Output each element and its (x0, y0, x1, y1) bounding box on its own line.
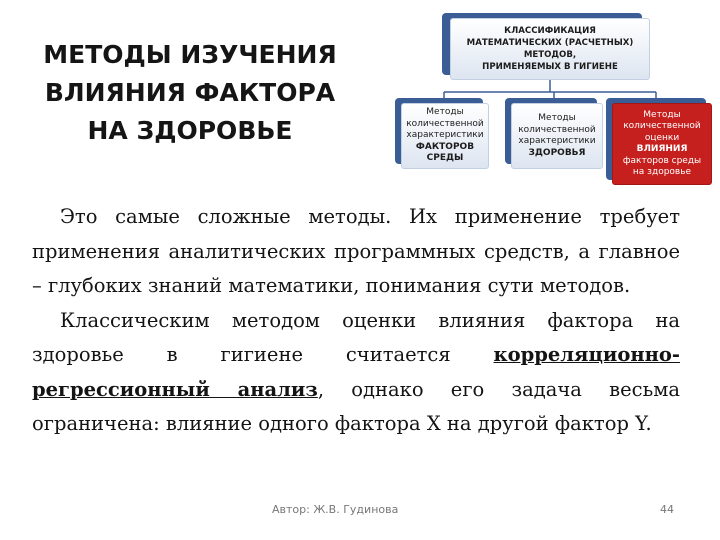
method-box-line: Методы (643, 109, 681, 120)
body-text (32, 200, 680, 442)
method-box-line: ЗДОРОВЬЯ (528, 147, 586, 158)
method-box-line: характеристики (518, 136, 596, 146)
page-number: 44 (660, 503, 674, 516)
paragraph-text: , однако его задача весьма ограничена: влияние одного фактора X на другой фактор Y. (32, 377, 680, 435)
top-box-line: КЛАССИФИКАЦИЯ (504, 26, 596, 36)
top-classification-box (450, 18, 650, 80)
method-box-line: Методы (426, 107, 464, 118)
method-box-environment (401, 103, 489, 169)
method-box-line: количественной (518, 124, 596, 135)
paragraph-complex-methods: Это самые сложные методы. Их применение требует применения аналитических программных средств, а главное – глубоких знаний математики, понимания сути методов. (32, 205, 680, 297)
footer-author: Автор: Ж.В. Гудинова (272, 503, 399, 516)
method-box-line: характеристики (406, 130, 484, 141)
method-box-line: количественной (406, 118, 484, 129)
method-box-line: на здоровье (632, 167, 692, 177)
method-box-line: оценки (644, 132, 680, 143)
title-line: ВЛИЯНИЯ ФАКТОРА (44, 78, 336, 107)
title-line: НА ЗДОРОВЬЕ (87, 116, 293, 145)
paragraph-text: Классическим методом оценки влияния фактора на здоровье в гигиене считается (32, 308, 680, 366)
method-box-health (511, 103, 603, 169)
highlighted-term: корреляционно-регрессионный анализ (32, 343, 680, 401)
title-line: МЕТОДЫ ИЗУЧЕНИЯ (43, 40, 337, 69)
method-box-line: количественной (623, 121, 701, 131)
method-box-line: ВЛИЯНИЯ (636, 144, 688, 154)
top-box-line: МАТЕМАТИЧЕСКИХ (РАСЧЕТНЫХ) (466, 38, 634, 48)
method-box-line: СРЕДЫ (426, 153, 464, 164)
method-box-line: Методы (538, 113, 576, 123)
top-box-line: МЕТОДОВ, (523, 50, 577, 60)
method-box-line: факторов среды (622, 155, 702, 166)
method-box-line: ФАКТОРОВ (415, 141, 475, 152)
method-box-influence (612, 103, 712, 185)
slide-title (20, 36, 360, 150)
top-box-line: ПРИМЕНЯЕМЫХ В ГИГИЕНЕ (482, 62, 618, 72)
paragraph-classic-method (32, 304, 680, 442)
